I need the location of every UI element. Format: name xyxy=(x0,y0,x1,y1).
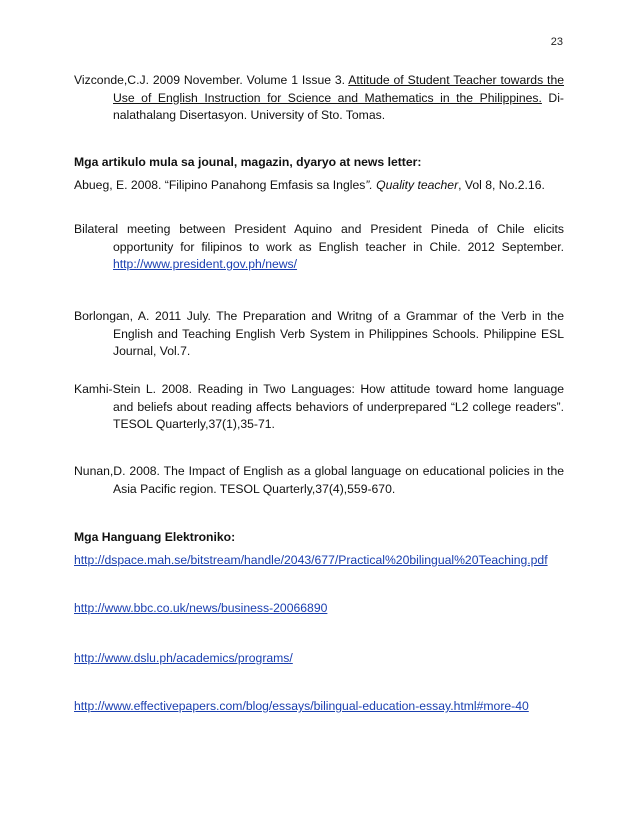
reference-nunan: Nunan,D. 2008. The Impact of English as a global language on educational policies in the Asia Pacific region. TESOL Quarterly,37(4),559-670. xyxy=(74,464,564,496)
reference-kamhi-stein: Kamhi-Stein L. 2008. Reading in Two Languages: How attitude toward home language and beliefs about reading affects behaviors of underprepared “L2 college readers”. TESOL Quarterly,37(1),35-71. xyxy=(74,382,564,431)
reference-bilateral xyxy=(74,221,564,274)
reference-vizconde xyxy=(74,72,564,125)
reference-abueg-part3: , Vol 8, No.2.16. xyxy=(458,178,545,192)
link-dslu[interactable]: http://www.dslu.ph/academics/programs/ xyxy=(74,651,293,665)
reference-vizconde-title: Attitude of Student Teacher towards the Use of English Instruction for Science and Mathematics in the Philippines. xyxy=(113,73,565,105)
reference-bilateral-link[interactable]: http://www.president.gov.ph/news/ xyxy=(113,257,298,271)
link-dspace[interactable]: http://dspace.mah.se/bitstream/handle/2043/677/Practical%20bilingual%20Teaching.pdf xyxy=(74,553,548,567)
reference-borlongan: Borlongan, A. 2011 July. The Preparation and Writng of a Grammar of the Verb in the English and Teaching English Verb System in Philippines Schools. Philippine ESL Journal, Vol.7. xyxy=(74,309,564,358)
reference-abueg xyxy=(74,177,564,195)
reference-vizconde-rest: Di-nalathalang Disertasyon. University of Sto. Tomas. xyxy=(113,90,564,122)
reference-bilateral-text: Bilateral meeting between President Aquino and President Pineda of Chile elicits opportunity for filipinos to work as English teacher in Chile. 2012 September. xyxy=(74,222,564,254)
reference-abueg-journal: ”. Quality teacher xyxy=(365,178,459,192)
reference-vizconde-author: Vizconde,C.J. 2009 November. Volume 1 Issue 3. xyxy=(74,73,349,87)
heading-articles: Mga artikulo mula sa jounal, magazin, dyaryo at news letter: xyxy=(74,155,422,169)
heading-electronic: Mga Hanguang Elektroniko: xyxy=(74,530,236,544)
page-number: 23 xyxy=(550,36,563,48)
reference-abueg-part1: Abueg, E. 2008. “Filipino Panahong Emfasis sa Ingles xyxy=(74,178,366,192)
link-effectivepapers[interactable]: http://www.effectivepapers.com/blog/essays/bilingual-education-essay.html#more-40 xyxy=(74,699,529,713)
link-bbc[interactable]: http://www.bbc.co.uk/news/business-20066890 xyxy=(74,601,328,615)
